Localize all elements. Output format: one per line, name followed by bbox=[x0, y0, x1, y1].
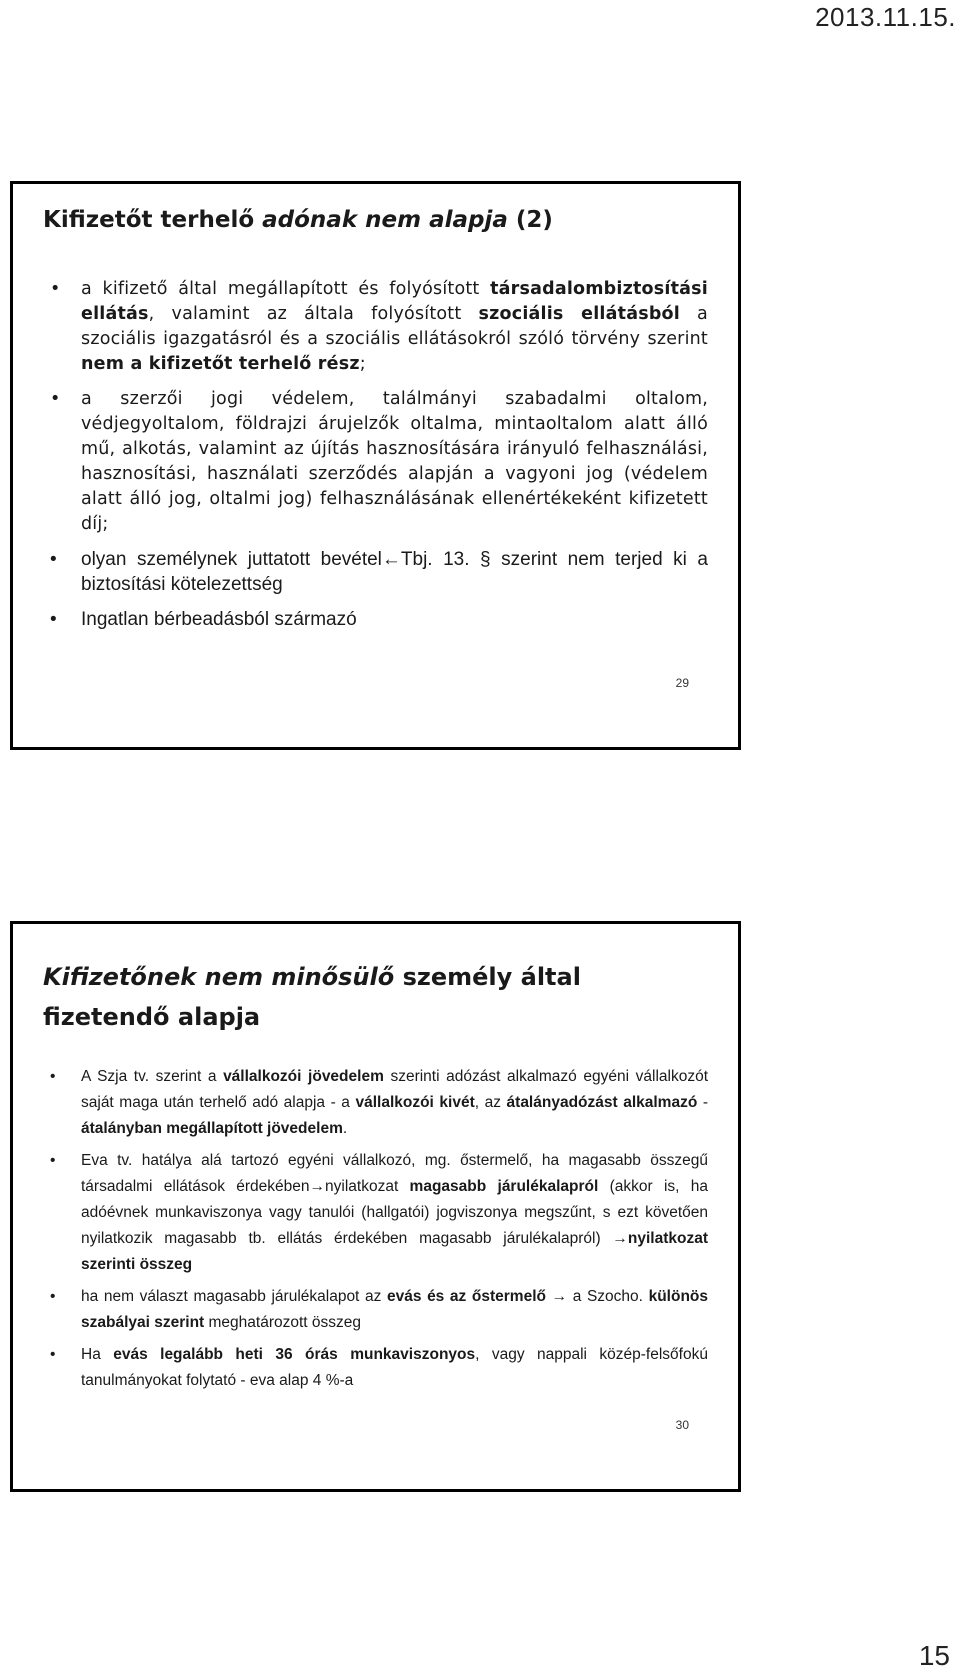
bullet-icon: • bbox=[50, 389, 61, 409]
bullet-icon: • bbox=[50, 1068, 56, 1085]
page-date: 2013.11.15. bbox=[815, 2, 956, 32]
text-run: Ha bbox=[81, 1346, 114, 1363]
bold-text: vállalkozói jövedelem bbox=[223, 1068, 384, 1085]
bullet-icon: • bbox=[50, 1152, 56, 1169]
slide-title bbox=[43, 957, 708, 1037]
text-run: a szociális igazgatásról és a szociális ellátásokról szóló törvény szerint bbox=[81, 304, 708, 349]
bold-text: különös szabályai szerint bbox=[81, 1288, 708, 1331]
title-text: Kifizetőt terhelő bbox=[43, 207, 263, 233]
page-number: 15 bbox=[918, 1640, 950, 1671]
bold-text: evás legalább heti 36 órás munkaviszonyos bbox=[113, 1346, 476, 1363]
text-run: ha nem választ magasabb járulékalapot az bbox=[81, 1288, 387, 1305]
text-run: ; bbox=[359, 354, 366, 374]
bold-text: evás és az őstermelő bbox=[386, 1288, 546, 1305]
title-text: személy által fizetendő alapja bbox=[43, 963, 581, 1031]
slide-29 bbox=[10, 181, 741, 750]
text-run: (akkor is, ha adóévnek munkaviszonya vagy tanulói (hallgatói) jogviszonya megszűnt, s ezt követően nyilatkozik magasabb tb. ellátás érdekében magasabb járulékalapról) → bbox=[81, 1178, 708, 1247]
slide-30 bbox=[10, 921, 741, 1492]
title-italic-text: adónak nem alapja bbox=[262, 207, 508, 233]
text-run: . bbox=[342, 1120, 348, 1137]
text-run: Ingatlan bérbeadásból származó bbox=[81, 609, 357, 630]
title-suffix: (2) bbox=[507, 207, 553, 233]
bullet-item bbox=[50, 277, 708, 377]
text-run: meghatározott összeg bbox=[204, 1314, 362, 1331]
bullet-item bbox=[50, 1064, 708, 1142]
title-italic-text: Kifizetőnek nem minősülő bbox=[43, 963, 395, 991]
text-run: - bbox=[697, 1094, 709, 1111]
slide-number: 29 bbox=[675, 676, 689, 690]
bullet-item bbox=[50, 607, 708, 632]
bullet-list bbox=[50, 1064, 708, 1400]
bullet-icon: • bbox=[50, 1346, 56, 1363]
bullet-list bbox=[50, 277, 708, 642]
bullet-item bbox=[50, 1342, 708, 1394]
bold-text: magasabb járulékalapról bbox=[409, 1178, 599, 1195]
bullet-item bbox=[50, 387, 708, 537]
bullet-icon: • bbox=[50, 609, 57, 630]
text-run: a szerzői jogi védelem, találmányi szabadalmi oltalom, védjegyoltalom, földrajzi árujelzők oltalma, mintaoltalom alatt álló mű, alkotás, valamint az újítás hasznosítására irányuló felhasználási, hasznosítási, használati szerződés alapján a vagyoni jog (védelem alatt álló jog, oltalmi jog) felhasználásának ellenértékeként kifizetett díj; bbox=[81, 389, 708, 534]
text-run: , valamint az általa folyósított bbox=[148, 304, 479, 324]
text-run: olyan személynek juttatott bevétel←Tbj. 13. § szerint nem terjed ki a biztosítási kötelezettség bbox=[81, 549, 708, 595]
text-run: , vagy nappali közép-felsőfokú tanulmányokat folytató - eva alap 4 %-a bbox=[81, 1346, 708, 1389]
slide-title bbox=[43, 207, 708, 233]
text-run: A Szja tv. szerint a bbox=[81, 1068, 224, 1085]
bold-text: átalányadózást alkalmazó bbox=[506, 1094, 698, 1111]
bold-text: vállalkozói kivét bbox=[355, 1094, 475, 1111]
bullet-icon: • bbox=[50, 279, 61, 299]
bold-text: átalányban megállapított jövedelem bbox=[81, 1120, 343, 1137]
text-run: → a Szocho. bbox=[545, 1288, 649, 1305]
text-run: Eva tv. hatálya alá tartozó egyéni vállalkozó, mg. őstermelő, ha magasabb összegű társadalmi ellátások érdekében→nyilatkozat bbox=[81, 1152, 708, 1195]
text-run: szerinti adózást alkalmazó egyéni vállalkozót saját maga után terhelő adó alapja - a bbox=[81, 1068, 708, 1111]
text-run: , az bbox=[474, 1094, 507, 1111]
bullet-icon: • bbox=[50, 1288, 56, 1305]
text-run: a kifizető által megállapított és folyósított bbox=[81, 279, 491, 299]
bold-text: szociális ellátásból bbox=[478, 304, 680, 324]
slide-number: 30 bbox=[675, 1418, 689, 1432]
bold-text: nem a kifizetőt terhelő rész bbox=[81, 354, 360, 374]
bullet-item bbox=[50, 1284, 708, 1336]
bullet-item bbox=[50, 1148, 708, 1278]
bold-text: társadalombiztosítási ellátás bbox=[81, 279, 708, 324]
bullet-icon: • bbox=[50, 549, 57, 570]
bold-text: nyilatkozat szerinti összeg bbox=[81, 1230, 708, 1273]
bullet-item bbox=[50, 547, 708, 597]
